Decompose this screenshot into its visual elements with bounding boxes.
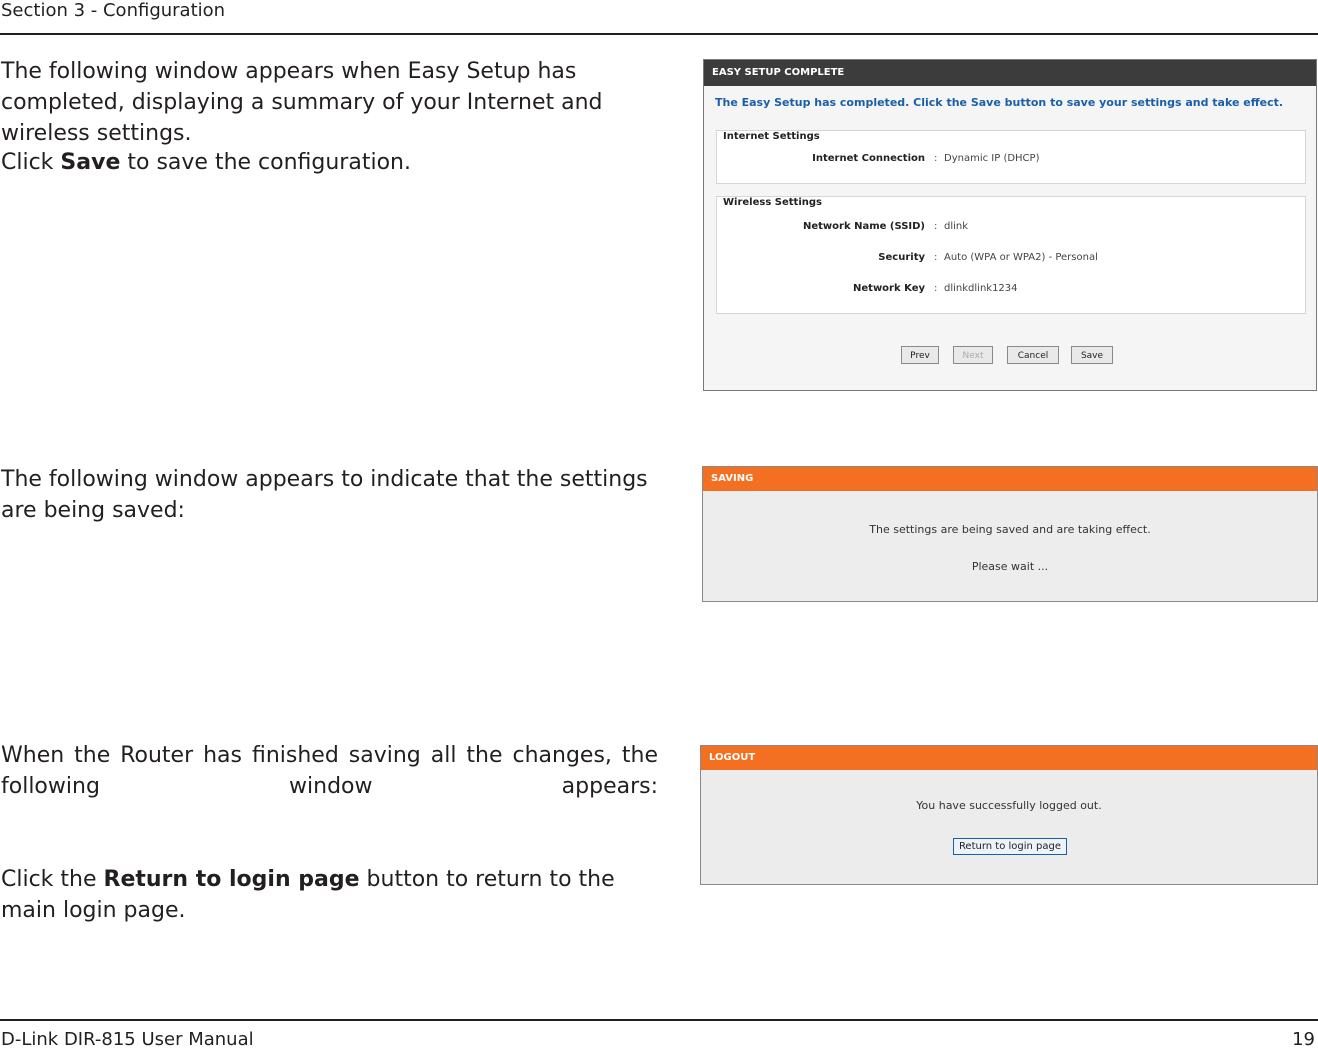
internet-settings-box: [716, 130, 1306, 184]
manual-title: D-Link DIR-815 User Manual: [1, 1029, 254, 1050]
header-rule: [0, 33, 1318, 35]
return-instruction-prefix: Click the: [1, 867, 104, 892]
save-keyword: Save: [60, 150, 121, 175]
return-instruction: [1, 864, 658, 926]
saving-wait: Please wait ...: [971, 560, 1049, 573]
save-instruction-prefix: Click: [1, 150, 61, 175]
easy-setup-intro: The Easy Setup has completed. Click the Save button to save your settings and take effect.: [715, 96, 1284, 109]
ssid-row: [717, 221, 1305, 235]
easy-setup-complete-window: [703, 59, 1317, 391]
logout-message: You have successfully logged out.: [916, 799, 1102, 812]
prev-button[interactable]: Prev: [901, 346, 939, 364]
logout-paragraph: When the Router has finished saving all the changes, the following window appears:: [1, 743, 658, 799]
return-keyword: Return to login page: [103, 867, 360, 892]
network-key-value: dlinkdlink1234: [944, 283, 1018, 294]
security-label: Security: [878, 252, 925, 263]
save-instruction-suffix: to save the configuration.: [120, 150, 411, 175]
security-value: Auto (WPA or WPA2) - Personal: [944, 252, 1098, 263]
wireless-settings-title: Wireless Settings: [723, 197, 822, 208]
return-instruction-suffix: button to return to the main login page.: [1, 867, 615, 923]
separator: :: [934, 221, 938, 232]
saving-message: The settings are being saved and are taking effect.: [869, 523, 1151, 536]
internet-connection-row: [717, 153, 1305, 167]
save-button[interactable]: Save: [1071, 346, 1113, 364]
easy-setup-title-bar: EASY SETUP COMPLETE: [704, 60, 1316, 86]
section-title: Section 3 - Configuration: [1, 0, 226, 21]
page-header: [0, 0, 1318, 34]
internet-connection-label: Internet Connection: [812, 153, 925, 164]
separator: :: [934, 252, 938, 263]
saving-paragraph: The following window appears to indicate that the settings are being saved:: [1, 467, 648, 523]
logout-window: [700, 745, 1318, 885]
next-button[interactable]: Next: [953, 346, 993, 364]
logout-title-bar: LOGOUT: [701, 746, 1317, 770]
cancel-button[interactable]: Cancel: [1007, 346, 1059, 364]
ssid-value: dlink: [944, 221, 969, 232]
page-number: 19: [1292, 1029, 1315, 1050]
return-to-login-button[interactable]: Return to login page: [953, 838, 1067, 855]
separator: :: [934, 153, 938, 164]
footer-rule: [0, 1019, 1318, 1021]
network-key-row: [717, 283, 1305, 297]
internet-connection-value: Dynamic IP (DHCP): [944, 153, 1040, 164]
separator: :: [934, 283, 938, 294]
save-instruction: [1, 147, 658, 178]
intro-paragraph: The following window appears when Easy Setup has completed, displaying a summary of your Internet and wireless settings.: [1, 59, 603, 146]
internet-settings-title: Internet Settings: [723, 131, 820, 142]
logout-paragraph-line1: [1, 740, 658, 802]
ssid-label: Network Name (SSID): [802, 221, 925, 232]
network-key-label: Network Key: [853, 283, 925, 294]
wireless-settings-box: [716, 196, 1306, 314]
saving-title-bar: SAVING: [703, 467, 1317, 491]
saving-window: [702, 466, 1318, 602]
security-row: [717, 252, 1305, 266]
